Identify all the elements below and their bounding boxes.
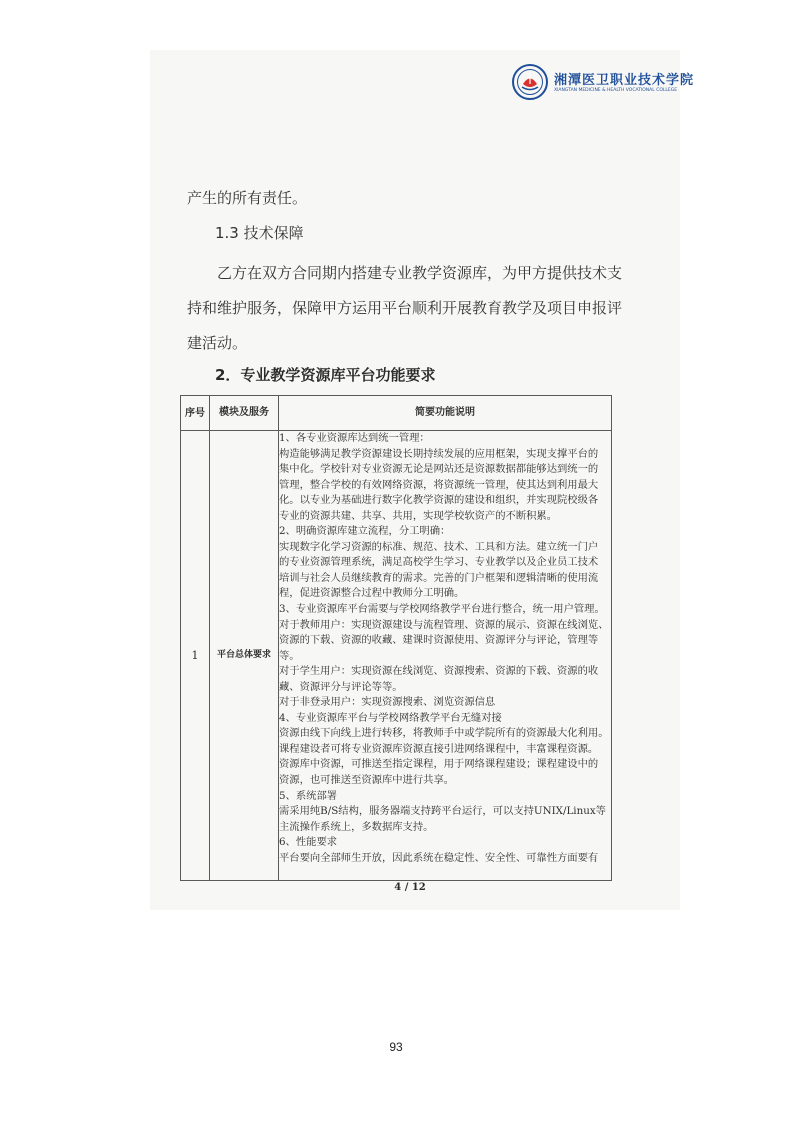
row-module: 平台总体要求 xyxy=(210,431,279,881)
description-line: 课程建设者可将专业资源库资源直接引进网络课程中，丰富课程资源。 xyxy=(279,742,599,755)
description-line: 藏、资源评分与评论等等。 xyxy=(279,680,403,693)
row-number: 1 xyxy=(181,431,210,881)
school-name-en: XIANGTAN MEDICINE & HEALTH VOCATIONAL COLLEGE xyxy=(554,88,678,93)
description-line: 程，促进资源整合过程中教师分工明确。 xyxy=(279,587,465,600)
header-module: 模块及服务 xyxy=(210,396,279,431)
header-no: 序号 xyxy=(181,396,210,431)
description-line: 资源由线下向线上进行转移，将教师手中或学院所有的资源最大化利用。 xyxy=(279,727,609,740)
description-line: 6、性能要求 xyxy=(279,836,338,849)
requirements-table xyxy=(180,395,612,881)
school-emblem-icon xyxy=(512,64,548,100)
section-heading-2: 2．专业教学资源库平台功能要求 xyxy=(215,366,436,384)
inner-page-indicator: 4 / 12 xyxy=(394,882,426,893)
description-line: 专业的资源共建、共享、共用，实现学校软资产的不断积累。 xyxy=(279,509,558,522)
section-heading-1-3: 1.3 技术保障 xyxy=(215,224,304,242)
description-line: 2、明确资源库建立流程，分工明确： xyxy=(279,525,451,538)
table-header-row xyxy=(181,396,612,431)
description-line: 对于非登录用户：实现资源搜索、浏览资源信息 xyxy=(279,696,496,709)
description-line: 集中化。学校针对专业资源无论是网站还是资源数据都能够达到统一的 xyxy=(279,463,599,476)
description-line: 构造能够满足教学资源建设长期持续发展的应用框架，实现支撑平台的 xyxy=(279,447,599,460)
row-description xyxy=(279,431,612,881)
description-line: 资源，也可推送至资源库中进行共享。 xyxy=(279,774,455,787)
paragraph-tech-support: 乙方在双方合同期内搭建专业教学资源库，为甲方提供技术支持和维护服务，保障甲方运用平台顺利开展教育教学及项目申报评建活动。 xyxy=(187,264,623,352)
description-line: 管理，整合学校的有效网络资源，将资源统一管理，使其达到利用最大 xyxy=(279,478,599,491)
header-desc: 简要功能说明 xyxy=(279,396,612,431)
description-line: 主流操作系统上，多数据库支持。 xyxy=(279,820,434,833)
school-name: 湘潭医卫职业技术学院 xyxy=(554,73,695,88)
description-line: 1、各专业资源库达到统一管理： xyxy=(279,432,430,444)
description-line: 4、专业资源库平台与学校网络教学平台无缝对接 xyxy=(279,711,502,724)
school-logo xyxy=(500,60,695,108)
description-lines xyxy=(279,431,611,866)
description-line: 对于学生用户：实现资源在线浏览、资源搜索、资源的下载、资源的收 xyxy=(279,665,599,678)
description-line: 3、专业资源库平台需要与学校网络教学平台进行整合，统一用户管理。 xyxy=(279,603,605,616)
description-line: 的专业资源管理系统，满足高校学生学习、专业教学以及企业员工技术 xyxy=(279,556,599,569)
page-number: 93 xyxy=(389,1040,403,1054)
description-line: 培训与社会人员继续教育的需求。完善的门户框架和逻辑清晰的使用流 xyxy=(279,571,599,584)
description-line: 5、系统部署 xyxy=(279,789,338,802)
table-row xyxy=(181,431,612,881)
description-line: 资源的下载、资源的收藏、建课时资源使用、资源评分与评论，管理等 xyxy=(279,634,599,647)
paragraph-liability: 产生的所有责任。 xyxy=(187,189,308,207)
description-line: 化。以专业为基础进行数字化教学资源的建设和组织，并实现院校级各 xyxy=(279,494,599,507)
description-line: 需采用纯B/S结构，服务器端支持跨平台运行，可以支持UNIX/Linux等 xyxy=(279,805,606,818)
description-line: 资源库中资源，可推送至指定课程，用于网络课程建设；课程建设中的 xyxy=(279,758,599,771)
description-line: 对于教师用户：实现资源建设与流程管理、资源的展示、资源在线浏览、 xyxy=(279,618,609,631)
description-line: 等。 xyxy=(279,649,300,662)
description-line: 平台要向全部师生开放，因此系统在稳定性、安全性、可靠性方面要有 xyxy=(279,851,599,864)
description-line: 实现数字化学习资源的标准、规范、技术、工具和方法。建立统一门户 xyxy=(279,540,599,553)
